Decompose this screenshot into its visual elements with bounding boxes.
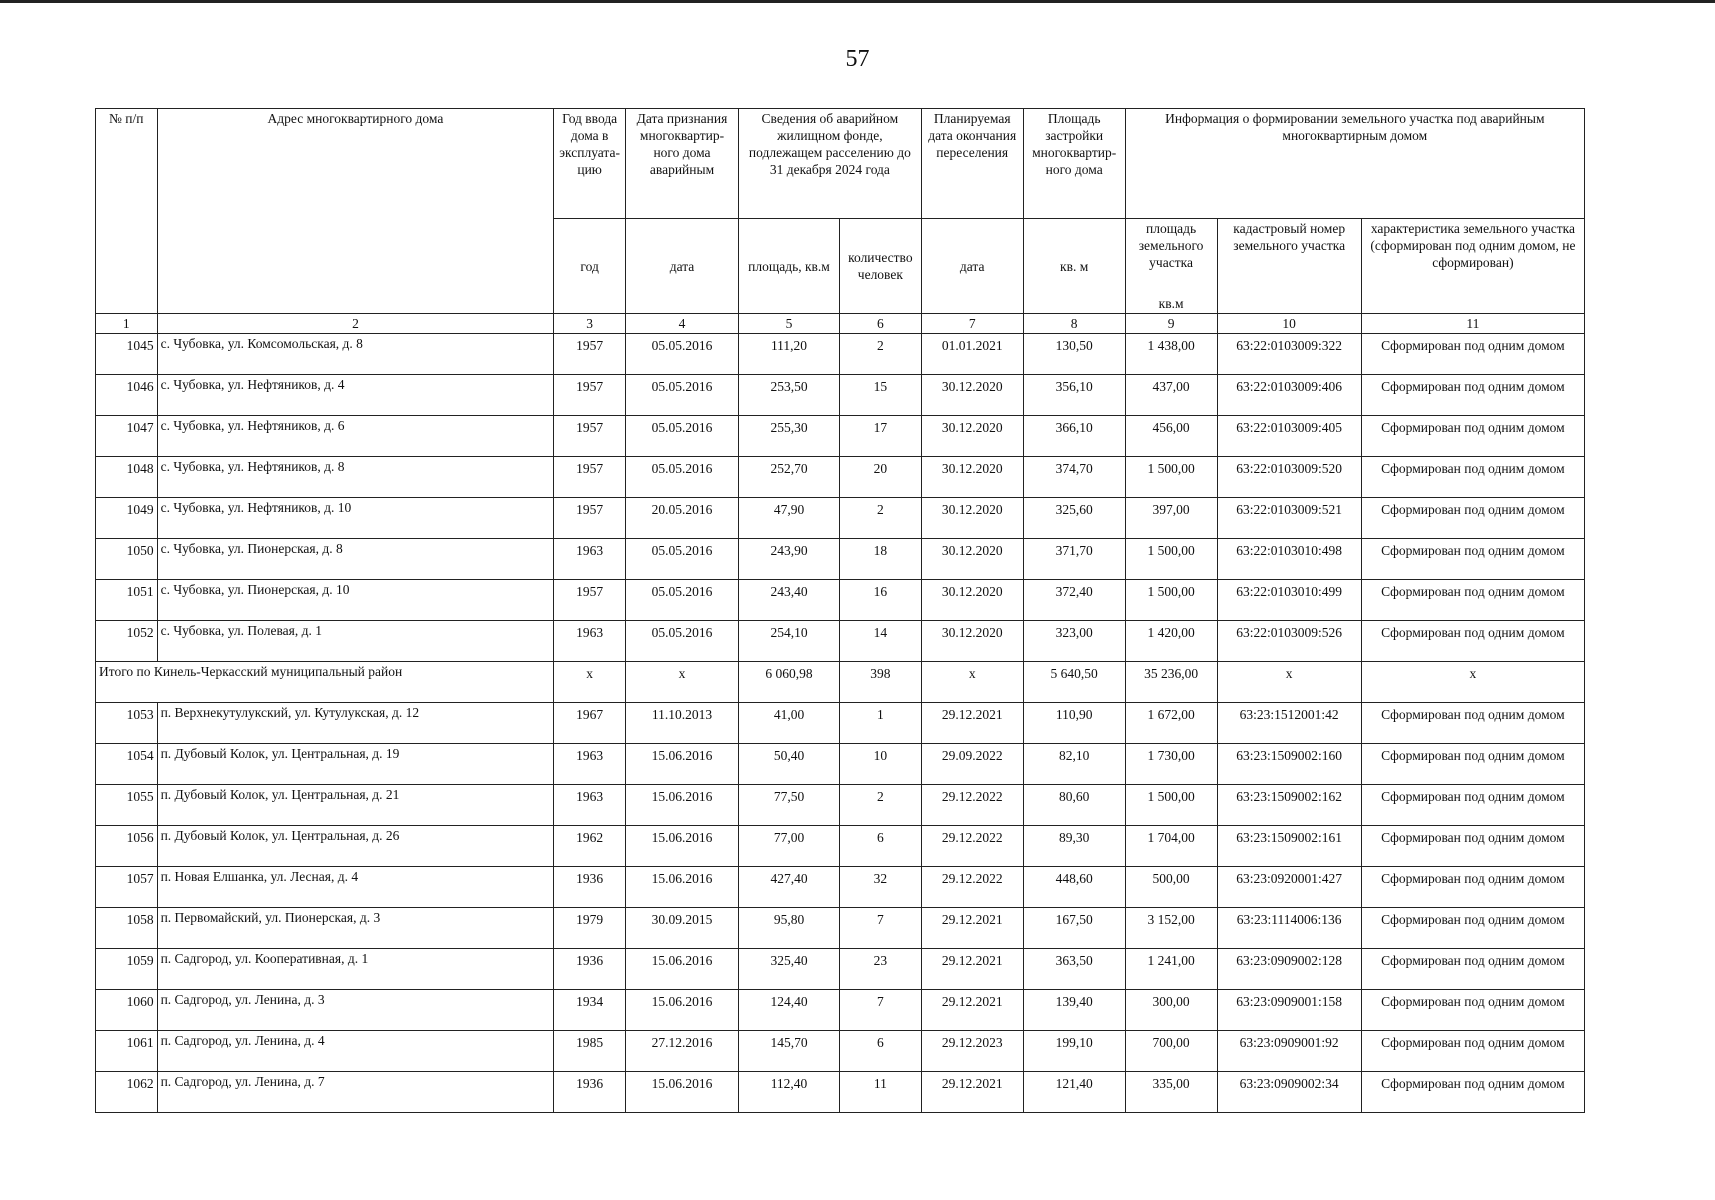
total-year: x: [554, 662, 626, 703]
cell-year: 1957: [554, 580, 626, 621]
table-row: [96, 867, 1585, 908]
cell-year: 1963: [554, 785, 626, 826]
cell-num: 1048: [96, 457, 158, 498]
cell-address: п. Садгород, ул. Ленина, д. 7: [157, 1072, 554, 1113]
cell-date: 05.05.2016: [625, 580, 738, 621]
header-land-info: Информация о формировании земельного участка под аварийным многоквартирным домом: [1125, 109, 1584, 219]
header-recognition-date: Дата признания многоквартир-ного дома аварийным: [625, 109, 738, 219]
cell-area: 77,00: [739, 826, 840, 867]
cell-cadastral: 63:23:0909002:34: [1217, 1072, 1361, 1113]
total-area: 6 060,98: [739, 662, 840, 703]
unit-people: количество человек: [839, 219, 921, 314]
cell-date: 05.05.2016: [625, 457, 738, 498]
cell-num: 1054: [96, 744, 158, 785]
cell-people: 15: [839, 375, 921, 416]
cell-status: Сформирован под одним домом: [1361, 949, 1584, 990]
cell-num: 1057: [96, 867, 158, 908]
unit-built-area: кв. м: [1023, 219, 1125, 314]
cell-land: 456,00: [1125, 416, 1217, 457]
cell-planned: 30.12.2020: [921, 416, 1023, 457]
cell-people: 2: [839, 334, 921, 375]
cell-year: 1962: [554, 826, 626, 867]
cell-date: 05.05.2016: [625, 375, 738, 416]
cell-status: Сформирован под одним домом: [1361, 457, 1584, 498]
cell-cadastral: 63:22:0103009:520: [1217, 457, 1361, 498]
cell-area: 47,90: [739, 498, 840, 539]
cell-area: 112,40: [739, 1072, 840, 1113]
col-number: 4: [625, 314, 738, 334]
table-row: [96, 744, 1585, 785]
cell-address: с. Чубовка, ул. Пионерская, д. 8: [157, 539, 554, 580]
cell-date: 15.06.2016: [625, 990, 738, 1031]
cell-area: 253,50: [739, 375, 840, 416]
cell-date: 30.09.2015: [625, 908, 738, 949]
cell-year: 1934: [554, 990, 626, 1031]
cell-built: 363,50: [1023, 949, 1125, 990]
cell-address: с. Чубовка, ул. Комсомольская, д. 8: [157, 334, 554, 375]
cell-built: 80,60: [1023, 785, 1125, 826]
cell-status: Сформирован под одним домом: [1361, 1072, 1584, 1113]
cell-cadastral: 63:22:0103009:526: [1217, 621, 1361, 662]
cell-date: 27.12.2016: [625, 1031, 738, 1072]
unit-land-area: кв.м: [1158, 296, 1184, 311]
cell-land: 3 152,00: [1125, 908, 1217, 949]
page-number: 57: [845, 46, 870, 72]
cell-area: 124,40: [739, 990, 840, 1031]
unit-date: дата: [625, 219, 738, 314]
table-row: [96, 1031, 1585, 1072]
cell-date: 05.05.2016: [625, 539, 738, 580]
table-row: [96, 785, 1585, 826]
cell-address: п. Дубовый Колок, ул. Центральная, д. 26: [157, 826, 554, 867]
cell-planned: 29.12.2021: [921, 1072, 1023, 1113]
table-row: [96, 334, 1585, 375]
cell-cadastral: 63:22:0103009:322: [1217, 334, 1361, 375]
total-date: x: [625, 662, 738, 703]
cell-cadastral: 63:23:1512001:42: [1217, 703, 1361, 744]
cell-status: Сформирован под одним домом: [1361, 826, 1584, 867]
cell-people: 10: [839, 744, 921, 785]
cell-date: 05.05.2016: [625, 416, 738, 457]
unit-planned-date: дата: [921, 219, 1023, 314]
col-number: 5: [739, 314, 840, 334]
cell-area: 243,90: [739, 539, 840, 580]
table-row: [96, 375, 1585, 416]
cell-people: 32: [839, 867, 921, 908]
cell-land: 1 500,00: [1125, 785, 1217, 826]
cell-address: п. Садгород, ул. Ленина, д. 4: [157, 1031, 554, 1072]
cell-date: 05.05.2016: [625, 334, 738, 375]
cell-year: 1963: [554, 539, 626, 580]
cell-built: 372,40: [1023, 580, 1125, 621]
cell-num: 1060: [96, 990, 158, 1031]
cell-built: 167,50: [1023, 908, 1125, 949]
cell-status: Сформирован под одним домом: [1361, 703, 1584, 744]
table-row: [96, 703, 1585, 744]
col-number: 11: [1361, 314, 1584, 334]
header-land-area-label: площадь земельного участка: [1138, 221, 1204, 270]
total-built: 5 640,50: [1023, 662, 1125, 703]
cell-land: 437,00: [1125, 375, 1217, 416]
col-number: 10: [1217, 314, 1361, 334]
cell-year: 1957: [554, 498, 626, 539]
cell-people: 6: [839, 1031, 921, 1072]
total-land: 35 236,00: [1125, 662, 1217, 703]
cell-num: 1050: [96, 539, 158, 580]
cell-planned: 29.12.2022: [921, 826, 1023, 867]
table-row: [96, 457, 1585, 498]
cell-address: п. Верхнекутулукский, ул. Кутулукская, д. 12: [157, 703, 554, 744]
total-planned: x: [921, 662, 1023, 703]
cell-people: 7: [839, 990, 921, 1031]
cell-land: 1 672,00: [1125, 703, 1217, 744]
cell-people: 11: [839, 1072, 921, 1113]
header-address: Адрес многоквартирного дома: [157, 109, 554, 314]
cell-planned: 30.12.2020: [921, 539, 1023, 580]
cell-cadastral: 63:22:0103010:498: [1217, 539, 1361, 580]
cell-address: с. Чубовка, ул. Нефтяников, д. 6: [157, 416, 554, 457]
cell-built: 448,60: [1023, 867, 1125, 908]
cell-num: 1052: [96, 621, 158, 662]
cell-area: 254,10: [739, 621, 840, 662]
unit-year: год: [554, 219, 626, 314]
cell-land: 1 500,00: [1125, 580, 1217, 621]
header-land-area: [1125, 219, 1217, 314]
cell-built: 121,40: [1023, 1072, 1125, 1113]
cell-num: 1047: [96, 416, 158, 457]
cell-year: 1957: [554, 457, 626, 498]
table-row: [96, 1072, 1585, 1113]
scan-top-border: [0, 0, 1715, 3]
cell-area: 325,40: [739, 949, 840, 990]
cell-status: Сформирован под одним домом: [1361, 908, 1584, 949]
cell-status: Сформирован под одним домом: [1361, 375, 1584, 416]
cell-year: 1957: [554, 334, 626, 375]
cell-num: 1045: [96, 334, 158, 375]
cell-cadastral: 63:22:0103009:406: [1217, 375, 1361, 416]
cell-land: 700,00: [1125, 1031, 1217, 1072]
cell-planned: 30.12.2020: [921, 457, 1023, 498]
cell-people: 20: [839, 457, 921, 498]
cell-land: 300,00: [1125, 990, 1217, 1031]
cell-num: 1062: [96, 1072, 158, 1113]
cell-date: 05.05.2016: [625, 621, 738, 662]
cell-area: 77,50: [739, 785, 840, 826]
total-people: 398: [839, 662, 921, 703]
cell-built: 366,10: [1023, 416, 1125, 457]
cell-date: 15.06.2016: [625, 1072, 738, 1113]
cell-planned: 29.12.2022: [921, 785, 1023, 826]
cell-built: 110,90: [1023, 703, 1125, 744]
cell-people: 6: [839, 826, 921, 867]
header-built-area: Площадь застройки многоквартир-ного дома: [1023, 109, 1125, 219]
cell-land: 1 241,00: [1125, 949, 1217, 990]
cell-num: 1056: [96, 826, 158, 867]
cell-built: 323,00: [1023, 621, 1125, 662]
cell-built: 199,10: [1023, 1031, 1125, 1072]
cell-num: 1058: [96, 908, 158, 949]
cell-area: 95,80: [739, 908, 840, 949]
emergency-housing-table: [95, 108, 1585, 1113]
cell-address: п. Дубовый Колок, ул. Центральная, д. 19: [157, 744, 554, 785]
col-number: 9: [1125, 314, 1217, 334]
cell-status: Сформирован под одним домом: [1361, 785, 1584, 826]
cell-year: 1963: [554, 621, 626, 662]
cell-built: 356,10: [1023, 375, 1125, 416]
cell-status: Сформирован под одним домом: [1361, 539, 1584, 580]
cell-cadastral: 63:23:1114006:136: [1217, 908, 1361, 949]
cell-cadastral: 63:22:0103009:521: [1217, 498, 1361, 539]
cell-people: 18: [839, 539, 921, 580]
cell-built: 82,10: [1023, 744, 1125, 785]
cell-land: 500,00: [1125, 867, 1217, 908]
cell-area: 50,40: [739, 744, 840, 785]
header-year: Год ввода дома в эксплуата-цию: [554, 109, 626, 219]
column-numbers-row: [96, 314, 1585, 334]
cell-planned: 29.09.2022: [921, 744, 1023, 785]
cell-date: 11.10.2013: [625, 703, 738, 744]
cell-planned: 29.12.2021: [921, 908, 1023, 949]
total-row: [96, 662, 1585, 703]
total-cadastral: x: [1217, 662, 1361, 703]
cell-land: 1 500,00: [1125, 539, 1217, 580]
cell-date: 15.06.2016: [625, 949, 738, 990]
cell-num: 1055: [96, 785, 158, 826]
cell-area: 243,40: [739, 580, 840, 621]
cell-people: 23: [839, 949, 921, 990]
cell-status: Сформирован под одним домом: [1361, 744, 1584, 785]
cell-cadastral: 63:23:0909002:128: [1217, 949, 1361, 990]
cell-built: 89,30: [1023, 826, 1125, 867]
cell-cadastral: 63:22:0103009:405: [1217, 416, 1361, 457]
table-row: [96, 990, 1585, 1031]
cell-planned: 30.12.2020: [921, 580, 1023, 621]
cell-year: 1957: [554, 375, 626, 416]
header-planned-date: Планируемая дата окончания переселения: [921, 109, 1023, 219]
cell-status: Сформирован под одним домом: [1361, 498, 1584, 539]
cell-address: с. Чубовка, ул. Нефтяников, д. 10: [157, 498, 554, 539]
cell-year: 1957: [554, 416, 626, 457]
table-row: [96, 539, 1585, 580]
cell-num: 1046: [96, 375, 158, 416]
header-num: № п/п: [96, 109, 158, 314]
table-row: [96, 580, 1585, 621]
cell-planned: 30.12.2020: [921, 621, 1023, 662]
cell-year: 1979: [554, 908, 626, 949]
table-row: [96, 826, 1585, 867]
col-number: 2: [157, 314, 554, 334]
cell-people: 14: [839, 621, 921, 662]
cell-year: 1936: [554, 867, 626, 908]
cell-status: Сформирован под одним домом: [1361, 1031, 1584, 1072]
header-cadastral: кадастровый номер земельного участка: [1217, 219, 1361, 314]
cell-address: п. Дубовый Колок, ул. Центральная, д. 21: [157, 785, 554, 826]
cell-status: Сформирован под одним домом: [1361, 990, 1584, 1031]
cell-address: п. Садгород, ул. Ленина, д. 3: [157, 990, 554, 1031]
cell-planned: 30.12.2020: [921, 498, 1023, 539]
col-number: 1: [96, 314, 158, 334]
cell-land: 397,00: [1125, 498, 1217, 539]
cell-land: 1 438,00: [1125, 334, 1217, 375]
cell-planned: 01.01.2021: [921, 334, 1023, 375]
cell-num: 1051: [96, 580, 158, 621]
cell-num: 1061: [96, 1031, 158, 1072]
cell-num: 1049: [96, 498, 158, 539]
table-row: [96, 949, 1585, 990]
cell-address: п. Садгород, ул. Кооперативная, д. 1: [157, 949, 554, 990]
cell-area: 255,30: [739, 416, 840, 457]
cell-address: п. Новая Елшанка, ул. Лесная, д. 4: [157, 867, 554, 908]
total-status: x: [1361, 662, 1584, 703]
cell-cadastral: 63:23:0920001:427: [1217, 867, 1361, 908]
cell-status: Сформирован под одним домом: [1361, 334, 1584, 375]
total-label: Итого по Кинель-Черкасский муниципальный район: [96, 662, 554, 703]
cell-people: 17: [839, 416, 921, 457]
cell-people: 2: [839, 785, 921, 826]
cell-built: 371,70: [1023, 539, 1125, 580]
cell-year: 1936: [554, 1072, 626, 1113]
cell-address: с. Чубовка, ул. Нефтяников, д. 4: [157, 375, 554, 416]
cell-date: 15.06.2016: [625, 785, 738, 826]
table-row: [96, 908, 1585, 949]
cell-planned: 30.12.2020: [921, 375, 1023, 416]
cell-cadastral: 63:23:1509002:162: [1217, 785, 1361, 826]
cell-num: 1059: [96, 949, 158, 990]
cell-address: п. Первомайский, ул. Пионерская, д. 3: [157, 908, 554, 949]
cell-planned: 29.12.2021: [921, 990, 1023, 1031]
cell-area: 252,70: [739, 457, 840, 498]
col-number: 8: [1023, 314, 1125, 334]
cell-cadastral: 63:22:0103010:499: [1217, 580, 1361, 621]
cell-year: 1963: [554, 744, 626, 785]
cell-land: 335,00: [1125, 1072, 1217, 1113]
cell-area: 427,40: [739, 867, 840, 908]
cell-cadastral: 63:23:0909001:158: [1217, 990, 1361, 1031]
header-emergency-fund: Сведения об аварийном жилищном фонде, подлежащем расселению до 31 декабря 2024 года: [739, 109, 922, 219]
cell-planned: 29.12.2023: [921, 1031, 1023, 1072]
cell-land: 1 730,00: [1125, 744, 1217, 785]
cell-planned: 29.12.2021: [921, 703, 1023, 744]
cell-area: 145,70: [739, 1031, 840, 1072]
header-characteristic: характеристика земельного участка (сформирован под одним домом, не сформирован): [1361, 219, 1584, 314]
cell-status: Сформирован под одним домом: [1361, 621, 1584, 662]
cell-people: 7: [839, 908, 921, 949]
cell-status: Сформирован под одним домом: [1361, 867, 1584, 908]
cell-num: 1053: [96, 703, 158, 744]
cell-planned: 29.12.2021: [921, 949, 1023, 990]
cell-people: 16: [839, 580, 921, 621]
cell-area: 111,20: [739, 334, 840, 375]
cell-date: 15.06.2016: [625, 826, 738, 867]
cell-cadastral: 63:23:0909001:92: [1217, 1031, 1361, 1072]
cell-year: 1967: [554, 703, 626, 744]
table-row: [96, 621, 1585, 662]
cell-people: 1: [839, 703, 921, 744]
cell-date: 20.05.2016: [625, 498, 738, 539]
cell-built: 325,60: [1023, 498, 1125, 539]
cell-address: с. Чубовка, ул. Нефтяников, д. 8: [157, 457, 554, 498]
cell-date: 15.06.2016: [625, 744, 738, 785]
table-row: [96, 498, 1585, 539]
cell-date: 15.06.2016: [625, 867, 738, 908]
col-number: 3: [554, 314, 626, 334]
cell-year: 1936: [554, 949, 626, 990]
cell-built: 374,70: [1023, 457, 1125, 498]
cell-year: 1985: [554, 1031, 626, 1072]
col-number: 7: [921, 314, 1023, 334]
cell-planned: 29.12.2022: [921, 867, 1023, 908]
cell-built: 130,50: [1023, 334, 1125, 375]
cell-address: с. Чубовка, ул. Полевая, д. 1: [157, 621, 554, 662]
cell-people: 2: [839, 498, 921, 539]
cell-land: 1 420,00: [1125, 621, 1217, 662]
cell-cadastral: 63:23:1509002:160: [1217, 744, 1361, 785]
cell-land: 1 500,00: [1125, 457, 1217, 498]
cell-status: Сформирован под одним домом: [1361, 416, 1584, 457]
cell-status: Сформирован под одним домом: [1361, 580, 1584, 621]
cell-area: 41,00: [739, 703, 840, 744]
table-row: [96, 416, 1585, 457]
cell-built: 139,40: [1023, 990, 1125, 1031]
cell-address: с. Чубовка, ул. Пионерская, д. 10: [157, 580, 554, 621]
cell-cadastral: 63:23:1509002:161: [1217, 826, 1361, 867]
col-number: 6: [839, 314, 921, 334]
cell-land: 1 704,00: [1125, 826, 1217, 867]
unit-area: площадь, кв.м: [739, 219, 840, 314]
